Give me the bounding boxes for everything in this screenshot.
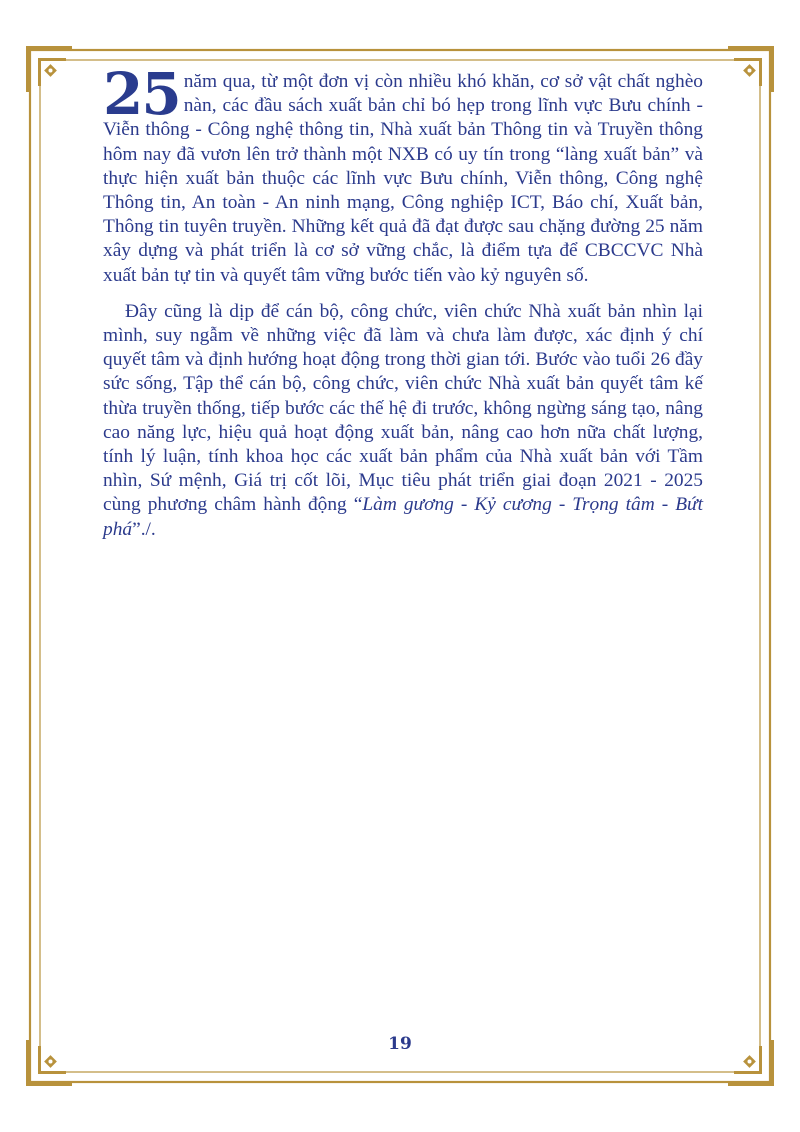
corner-ornament-top-left <box>26 46 72 92</box>
paragraph-2-text: Đây cũng là dịp để cán bộ, công chức, viên chức Nhà xuất bản nhìn lại mình, suy ngẫm về những việc đã làm và chưa làm được, xác định ý chí quyết tâm và định hướng hoạt động trong thời gian tới. Bước vào tuổi 26 đầy sức sống, Tập thể cán bộ, công chức, viên chức Nhà xuất bản quyết tâm kế thừa truyền thống, tiếp bước các thế hệ đi trước, không ngừng sáng tạo, nâng cao năng lực, hiệu quả hoạt động xuất bản, nâng cao hơn nữa chất lượng, tính lý luận, tính khoa học các xuất bản phẩm của Nhà xuất bản với Tầm nhìn, Sứ mệnh, Giá trị cốt lõi, Mục tiêu phát triển giai đoạn 2021 - 2025 cùng phương châm hành động “ <box>103 300 703 516</box>
paragraph-2 <box>103 300 703 542</box>
paragraph-1 <box>103 60 703 288</box>
article-body <box>103 60 704 542</box>
page-number: 19 <box>388 1034 412 1054</box>
paragraph-1-text: năm qua, từ một đơn vị còn nhiều khó khăn, cơ sở vật chất nghèo nàn, các đầu sách xuất bản chỉ bó hẹp trong lĩnh vực Bưu chính - Viễn thông - Công nghệ thông tin, Nhà xuất bản Thông tin và Truyền thông hôm nay đã vươn lên trở thành một NXB có uy tín trong “làng xuất bản” và thực hiện xuất bản thuộc các lĩnh vực Bưu chính, Viễn thông, Công nghệ Thông tin, An toàn - An ninh mạng, Công nghiệp ICT, Báo chí, Xuất bản, Thông tin tuyên truyền. Những kết quả đã đạt được sau chặng đường 25 năm xây dựng và phát triển là cơ sở vững chắc, là điểm tựa để CBCCVC Nhà xuất bản tự tin và quyết tâm vững bước tiến vào kỷ nguyên số. <box>103 71 703 286</box>
paragraph-2-tail: ”./. <box>132 518 156 540</box>
motto-italic: Làm gương - Kỷ cương - Trọng tâm - Bứt phá <box>103 494 704 540</box>
corner-ornament-top-right <box>728 46 774 92</box>
drop-cap: 25 <box>103 60 180 128</box>
